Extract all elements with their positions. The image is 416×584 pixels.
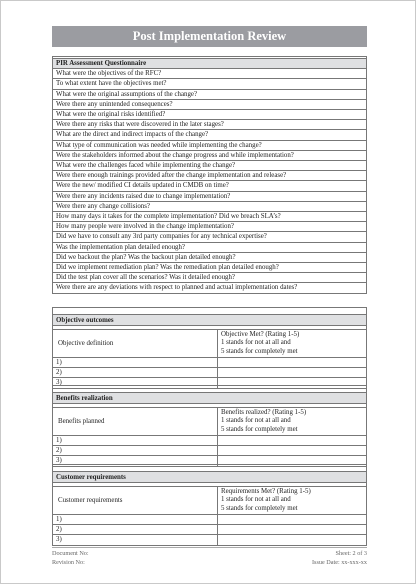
rating-line: 5 stands for completely met [221, 347, 298, 355]
column-header-row [53, 408, 367, 436]
spacer-row [53, 465, 367, 472]
document-number: Document No: [52, 550, 89, 557]
question-text: Were the stakeholders informed about the change progress and while implementation? [53, 150, 367, 160]
entry-rating[interactable] [218, 525, 367, 535]
question-row [53, 140, 367, 150]
question-text: What were the objectives of the RFC? [53, 69, 367, 79]
question-text: Were there are any deviations with respect to planned and actual implementation dates? [53, 283, 367, 293]
section-heading-row [53, 472, 367, 483]
question-row [53, 161, 367, 171]
objective-outcomes-table [52, 307, 367, 389]
section-heading-row [53, 393, 367, 404]
entry-number: 1) [53, 515, 218, 525]
question-text: Were there any unintended consequences? [53, 99, 367, 109]
question-row [53, 252, 367, 262]
rating-line: 1 stands for not at all and [221, 417, 291, 425]
entry-row [53, 368, 367, 378]
entry-number: 3) [53, 378, 218, 388]
rating-instructions [218, 487, 367, 515]
spacer-row [53, 308, 367, 315]
question-text: Did we implement remediation plan? Was the remediation plan detailed enough? [53, 263, 367, 273]
entry-row [53, 525, 367, 535]
question-row [53, 273, 367, 283]
section-heading: Objective outcomes [53, 315, 367, 326]
spacer-cell [53, 465, 367, 472]
section-heading: Customer requirements [53, 472, 367, 483]
question-text: How many people were involved in the change implementation? [53, 222, 367, 232]
entry-number: 2) [53, 525, 218, 535]
entry-number: 1) [53, 436, 218, 446]
entry-rating[interactable] [218, 515, 367, 525]
rating-line: 1 stands for not at all and [221, 496, 291, 504]
question-text: Were the new/ modified CI details updated in CMDB on time? [53, 181, 367, 191]
entry-row [53, 446, 367, 456]
entry-rating[interactable] [218, 446, 367, 456]
rating-line: Requirements Met? (Rating 1-5) [221, 487, 311, 495]
entry-number: 2) [53, 446, 218, 456]
question-row [53, 191, 367, 201]
sheet-number: Sheet: 2 of 3 [335, 550, 367, 557]
question-row [53, 212, 367, 222]
question-row [53, 69, 367, 79]
question-row [53, 283, 367, 293]
entry-row [53, 436, 367, 446]
question-text: Was the implementation plan detailed enough? [53, 242, 367, 252]
question-text: What were the original risks identified? [53, 110, 367, 120]
question-text: Were there enough trainings provided after the change implementation and release? [53, 171, 367, 181]
column-label: Benefits planned [53, 408, 218, 436]
column-label: Objective definition [53, 330, 218, 358]
rating-line: 1 stands for not at all and [221, 339, 291, 347]
entry-number: 3) [53, 456, 218, 466]
question-row [53, 79, 367, 89]
spacer-row [53, 386, 367, 393]
question-text: What were the original assumptions of the change? [53, 89, 367, 99]
question-row [53, 222, 367, 232]
question-text: Did we have to consult any 3rd party companies for any technical expertise? [53, 232, 367, 242]
section-heading: Benefits realization [53, 393, 367, 404]
question-row [53, 99, 367, 109]
column-header-row [53, 330, 367, 358]
question-row [53, 130, 367, 140]
question-row [53, 120, 367, 130]
entry-rating[interactable] [218, 436, 367, 446]
entry-number: 1) [53, 358, 218, 368]
spacer-cell [53, 386, 367, 393]
rating-line: Objective Met? (Rating 1-5) [221, 330, 300, 338]
question-row [53, 171, 367, 181]
question-text: What were the challenges faced while implementing the change? [53, 161, 367, 171]
question-text: How many days it takes for the complete implementation? Did we breach SLA’s? [53, 212, 367, 222]
rating-instructions [218, 330, 367, 358]
entry-row [53, 515, 367, 525]
column-label: Customer requirements [53, 487, 218, 515]
issue-date: Issue Date: xx-xxx-xx [312, 559, 367, 566]
question-text: To what extent have the objectives met? [53, 79, 367, 89]
entry-row [53, 535, 367, 545]
pir-heading-row [53, 59, 367, 69]
entry-number: 3) [53, 535, 218, 545]
question-row [53, 263, 367, 273]
rating-line: Benefits realized? (Rating 1-5) [221, 408, 307, 416]
question-row [53, 110, 367, 120]
page-title: Post Implementation Review [52, 26, 367, 47]
question-row [53, 201, 367, 211]
entry-rating[interactable] [218, 535, 367, 545]
customer-requirements-table [52, 464, 367, 546]
revision-number: Revision No: [52, 559, 85, 566]
question-text: Did the test plan cover all the scenarios? Was it detailed enough? [53, 273, 367, 283]
entry-number: 2) [53, 368, 218, 378]
entry-row [53, 358, 367, 368]
entry-rating[interactable] [218, 368, 367, 378]
question-row [53, 181, 367, 191]
benefits-realization-table [52, 385, 367, 467]
question-text: What type of communication was needed while implementing the change? [53, 140, 367, 150]
question-text: Did we backout the plan? Was the backout plan detailed enough? [53, 252, 367, 262]
pir-heading: PIR Assessment Questionnaire [53, 59, 367, 69]
section-heading-row [53, 315, 367, 326]
rating-line: 5 stands for completely met [221, 504, 298, 512]
question-row [53, 89, 367, 99]
question-row [53, 242, 367, 252]
question-row [53, 150, 367, 160]
question-text: Were there any risks that were discovered in the later stages? [53, 120, 367, 130]
entry-rating[interactable] [218, 358, 367, 368]
spacer-cell [53, 308, 367, 315]
rating-line: 5 stands for completely met [221, 425, 298, 433]
question-text: What are the direct and indirect impacts of the change? [53, 130, 367, 140]
footer-divider [52, 547, 367, 548]
column-header-row [53, 487, 367, 515]
question-row [53, 232, 367, 242]
question-text: Were there any change collisions? [53, 201, 367, 211]
rating-instructions [218, 408, 367, 436]
pir-questionnaire-table [52, 56, 367, 294]
question-text: Were there any incidents raised due to change implementation? [53, 191, 367, 201]
